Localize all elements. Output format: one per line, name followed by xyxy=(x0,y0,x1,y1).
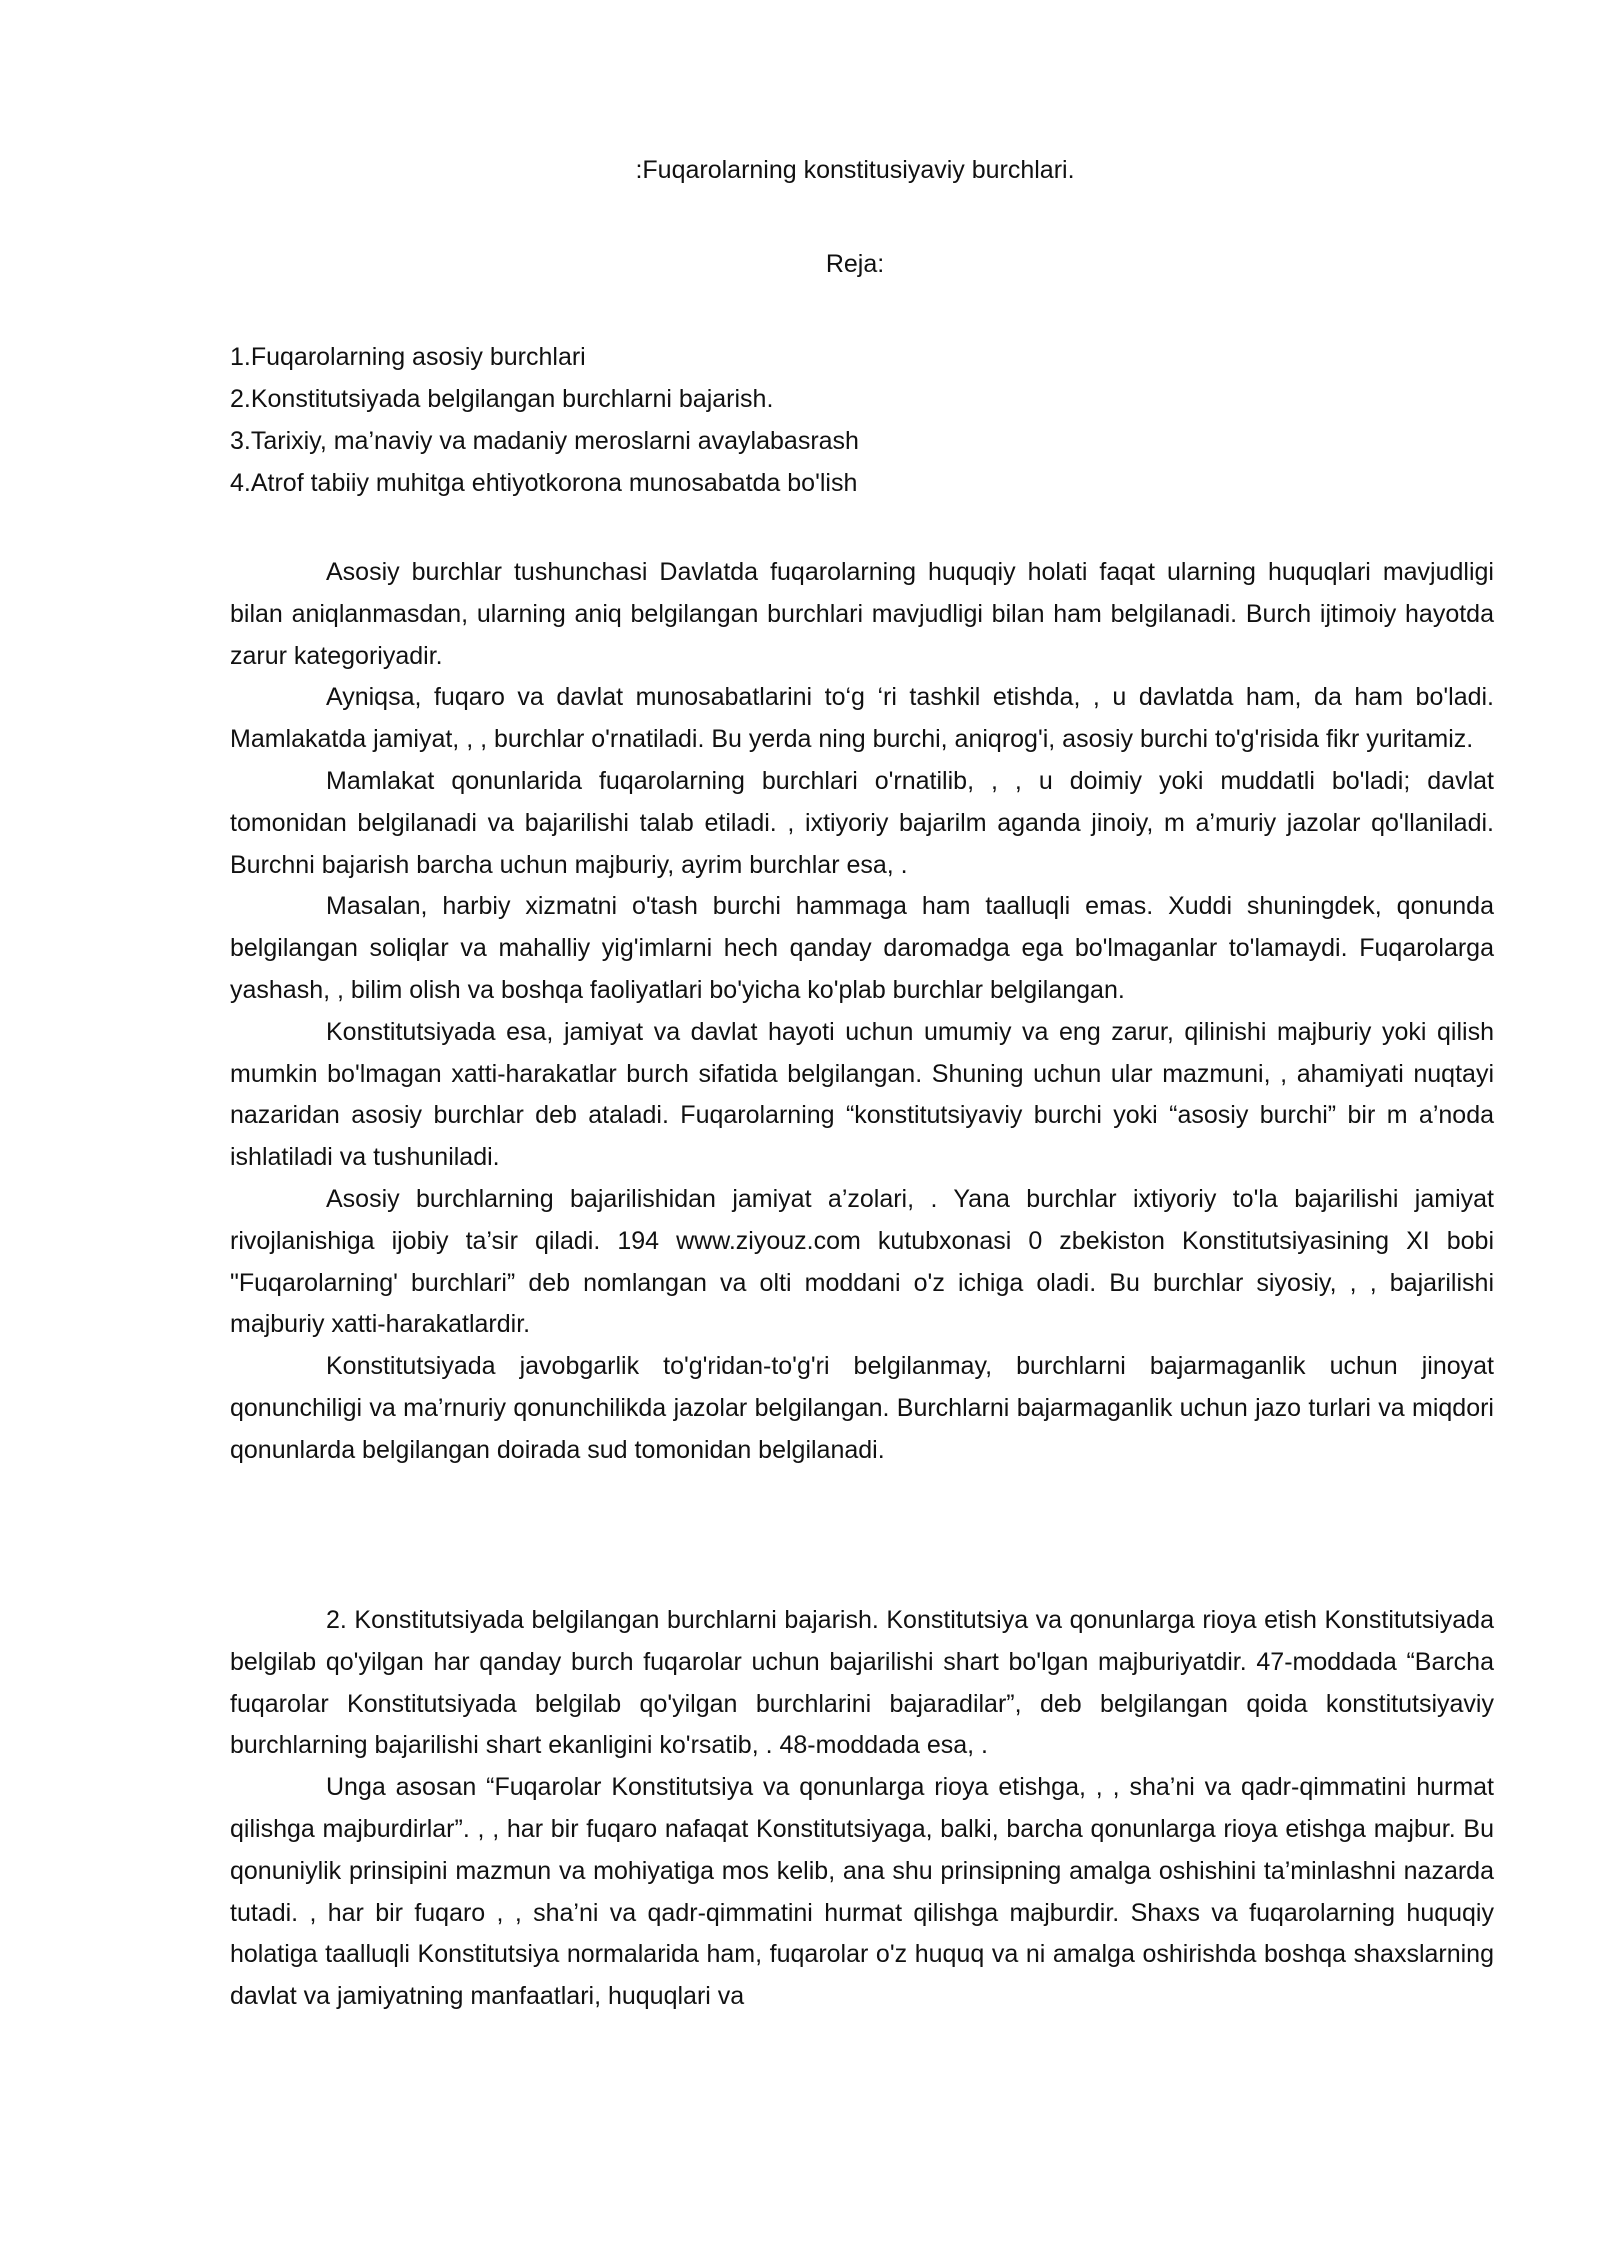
body-paragraph: 2. Konstitutsiyada belgilangan burchlarni bajarish. Konstitutsiya va qonunlarga rioya etish Konstitutsiyada belgilab qo'yilgan har qanday burch fuqarolar uchun bajarilishi shart bo'lgan majburiyatdir. 47-moddada “Barcha fuqarolar Konstitutsiyada belgilab qo'yilgan burchlarini bajaradilar”, deb belgilangan qoida konstitutsiyaviy burchlarning bajarilishi shart ekanligini ko'rsatib, . 48-moddada esa, . xyxy=(230,1606,1494,1760)
plan-item: 4.Atrof tabiiy muhitga ehtiyotkorona munosabatda bo'lish xyxy=(230,469,858,497)
body-paragraph: Konstitutsiyada javobgarlik to'g'ridan-to'g'ri belgilanmay, burchlarni bajarmaganlik uchun jinoyat qonunchiligi va ma’rnuriy qonunchilikda jazolar belgilangan. Burchlarni bajarmaganlik uchun jazo turlari va miqdori qonunlarda belgilangan doirada sud tomonidan belgilanadi. xyxy=(230,1352,1494,1464)
body-paragraph: Asosiy burchlarning bajarilishidan jamiyat a’zolari, . Yana burchlar ixtiyoriy to'la bajarilishi jamiyat rivojlanishiga ijobiy ta’sir qiladi. 194 www.ziyouz.com kutubxonasi 0 zbekiston Konstitutsiyasining XI bobi "Fuqarolarning' burchlari” deb nomlangan va olti moddani o'z ichiga oladi. Bu burchlar siyosiy, , , bajarilishi majburiy xatti-harakatlardir. xyxy=(230,1184,1494,1339)
section-two-body xyxy=(230,1600,1494,2018)
body-paragraph: Mamlakat qonunlarida fuqarolarning burchlari o'rnatilib, , , u doimiy yoki muddatli bo'ladi; davlat tomonidan belgilanadi va bajarilishi talab etiladi. , ixtiyoriy bajarilm aganda jinoiy, m a’muriy jazolar qo'llaniladi. Burchni bajarish barcha uchun majburiy, ayrim burchlar esa, . xyxy=(230,766,1494,879)
section-one-body xyxy=(230,552,1494,1472)
plan-item: 2.Konstitutsiyada belgilangan burchlarni bajarish. xyxy=(230,385,774,413)
plan-item: 1.Fuqarolarning asosiy burchlari xyxy=(230,343,586,371)
body-paragraph: Asosiy burchlar tushunchasi Davlatda fuqarolarning huquqiy holati faqat ularning huquqlari mavjudligi bilan aniqlanmasdan, ularning aniq belgilangan burchlari mavjudligi bilan ham belgilanadi. Burch ijtimoiy hayotda zarur kategoriyadir. xyxy=(230,558,1494,670)
body-paragraph: Masalan, harbiy xizmatni o'tash burchi hammaga ham taalluqli emas. Xuddi shuningdek, qonunda belgilangan soliqlar va mahalliy yig'imlarni hech qanday daromadga ega bo'lmaganlar to'lamaydi. Fuqarolarga yashash, , bilim olish va boshqa faoliyatlari bo'yicha ko'plab burchlar belgilangan. xyxy=(230,892,1494,1004)
plan-list xyxy=(230,336,859,504)
plan-heading: Reja: xyxy=(825,250,885,278)
body-paragraph: Konstitutsiyada esa, jamiyat va davlat hayoti uchun umumiy va eng zarur, qilinishi majburiy yoki qilish mumkin bo'lmagan xatti-harakatlar burch sifatida belgilangan. Shuning uchun ular mazmuni, , ahamiyati nuqtayi nazaridan asosiy burchlar deb ataladi. Fuqarolarning “konstitutsiyaviy burchi yoki “asosiy burchi” bir m a’noda ishlatiladi va tushuniladi. xyxy=(230,1017,1494,1172)
document-title: :Fuqarolarning konstitusiyaviy burchlari. xyxy=(635,156,1075,184)
plan-item: 3.Tarixiy, ma’naviy va madaniy meroslarni avaylabasrash xyxy=(230,427,859,455)
body-paragraph: Ayniqsa, fuqaro va davlat munosabatlarini to‘g ‘ri tashkil etishda, , u davlatda ham, da ham bo'ladi. Mamlakatda jamiyat, , , burchlar o'rnatiladi. Bu yerda ning burchi, aniqrog'i, asosiy burchi to'g'risida fikr yuritamiz. xyxy=(230,683,1494,754)
body-paragraph: Unga asosan “Fuqarolar Konstitutsiya va qonunlarga rioya etishga, , , sha’ni va qadr-qimmatini hurmat qilishga majburdirlar”. , , har bir fuqaro nafaqat Konstitutsiyaga, balki, barcha qonunlarga rioya etishga majbur. Bu qonuniylik prinsipini mazmun va mohiyatiga mos kelib, ana shu prinsipning amalga oshishini ta’minlashni nazarda tutadi. , har bir fuqaro , , sha’ni va qadr-qimmatini hurmat qilishga majburdir. Shaxs va fuqarolarning huquqiy holatiga taalluqli Konstitutsiya normalarida ham, fuqarolar o'z huquq va ni amalga oshirishda boshqa shaxslarning davlat va jamiyatning manfaatlari, huquqlari va xyxy=(230,1773,1494,2011)
